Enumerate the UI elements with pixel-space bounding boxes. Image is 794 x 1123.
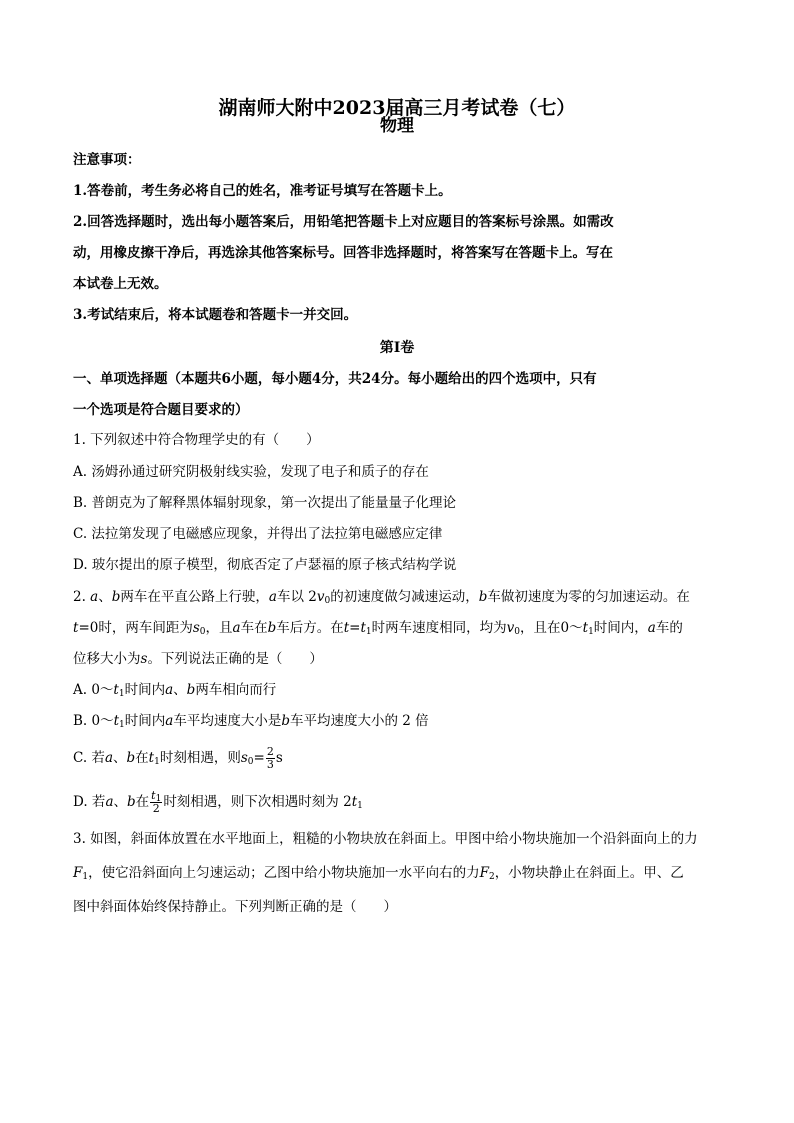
volume-heading: 第I卷 (379, 340, 415, 356)
notice-item-3: 3.考试结束后，将本试题卷和答题卡一并交回。 (73, 307, 358, 323)
question-1-option-c: C. 法拉第发现了电磁感应现象，并得出了法拉第电磁感应定律 (73, 526, 443, 542)
exam-title: 湖南师大附中2023届高三月考试卷（七） (218, 97, 576, 119)
question-1-stem: 1. 下列叙述中符合物理学史的有（ ） (73, 432, 320, 448)
question-1-option-d: D. 玻尔提出的原子模型，彻底否定了卢瑟福的原子核式结构学说 (73, 557, 457, 573)
question-2-stem-line-3: 位移大小为s。下列说法正确的是（ ） (73, 651, 323, 667)
fraction-t1-over-2: $\frac{t_1}{2}$ (151, 789, 162, 815)
question-2-stem-line-1: 2. a、b两车在平直公路上行驶，a车以 $2v_0$的初速度做匀减速运动，b车做初速度为零的匀加速运动。在 (73, 589, 690, 606)
section-1-heading-line-2: 一个选项是符合题目要求的） (73, 402, 249, 418)
notice-heading: 注意事项： (73, 152, 141, 168)
question-2-option-a: A. $0\sim t_1$时间内a、b两车相向而行 (73, 682, 277, 699)
question-3-stem-line-1: 3. 如图，斜面体放置在水平地面上，粗糙的小物块放在斜面上。甲图中给小物块施加一个沿斜面向上的力 (73, 831, 698, 847)
question-2-option-b: B. $0\sim t_1$时间内a车平均速度大小是b车平均速度大小的 2 倍 (73, 713, 429, 730)
question-1-option-b: B. 普朗克为了解释黑体辐射现象，第一次提出了能量量子化理论 (73, 495, 457, 511)
question-2-option-c: C. 若a、b在$t_1$时刻相遇，则$s_0=$ $\frac{2}{3}$ s (73, 745, 283, 771)
question-3-stem-line-2: $F_1$，使它沿斜面向上匀速运动；乙图中给小物块施加一水平向右的力$F_2$，小物块静止在斜面上。甲、乙 (73, 865, 684, 882)
notice-item-2-line-1: 2.回答选择题时，选出每小题答案后，用铅笔把答题卡上对应题目的答案标号涂黑。如需改 (73, 214, 614, 230)
subject-title: 物理 (380, 116, 414, 136)
notice-item-2-line-3: 本试卷上无效。 (73, 276, 168, 292)
notice-item-1: 1.答卷前，考生务必将自己的姓名，准考证号填写在答题卡上。 (73, 183, 452, 199)
notice-item-2-line-2: 动，用橡皮擦干净后，再选涂其他答案标号。回答非选择题时，将答案写在答题卡上。写在 (73, 245, 613, 261)
section-1-heading-line-1: 一、单项选择题（本题共6小题，每小题4分，共24分。每小题给出的四个选项中，只有 (73, 371, 597, 387)
question-2-option-d: D. 若a、b在 $\frac{t_1}{2}$ 时刻相遇，则下次相遇时刻为 $2t_1$ (73, 789, 363, 815)
question-1-option-a: A. 汤姆孙通过研究阴极射线实验，发现了电子和质子的存在 (73, 464, 429, 480)
question-3-stem-line-3: 图中斜面体始终保持静止。下列判断正确的是（ ） (73, 899, 397, 915)
question-2-stem-line-2: t=0时，两车间距为$s_0$，且a车在b车后方。在$t=t_1$时两车速度相同，均为$v_0$，且在$0\sim t_1$时间内，a车的 (73, 620, 683, 637)
fraction-two-thirds: $\frac{2}{3}$ (266, 745, 274, 771)
